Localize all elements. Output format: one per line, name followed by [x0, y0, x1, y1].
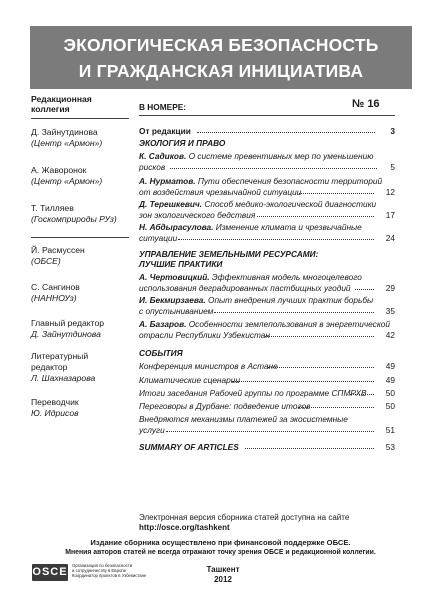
toc-article-title: Эффективная модель многоцелевого — [209, 272, 362, 282]
toc-author: А. Базаров. — [139, 319, 187, 329]
board-title: Редакционная — [31, 94, 92, 104]
toc-article-title: О системе превентивных мер по уменьшению — [186, 151, 374, 161]
toc-leader — [268, 366, 374, 368]
toc-article-title: Способ медико-экологической диагностики — [202, 199, 377, 209]
board-member-name: Д. Зайнутдинова — [31, 127, 98, 137]
osce-logo — [32, 564, 68, 581]
board-member-org: (ОБСЕ) — [31, 256, 61, 266]
osce-logo-text: OSCE — [32, 566, 68, 578]
board-member-org: (Центр «Армон») — [31, 176, 103, 186]
translator-name: Ю. Идрисов — [31, 408, 79, 418]
toc-section-title: СОБЫТИЯ — [139, 348, 183, 358]
toc-article-title: Опыт внедрения лучших практик борьбы — [205, 295, 374, 305]
toc-leader — [214, 311, 374, 313]
toc-event-title: услуги — [139, 425, 165, 435]
board-member-org: (НАННОУз) — [31, 293, 77, 303]
toc-page: 50 — [385, 388, 395, 398]
literary-editor-label: Литературный — [31, 351, 89, 361]
funding-note: Издание сборника осуществлено при финансовой поддержке ОБСЕ. — [90, 538, 351, 547]
chief-editor-name: Д. Зайнутдинова — [31, 329, 101, 339]
banner-title-line2: И ГРАЖДАНСКАЯ ИНИЦИАТИВА — [78, 61, 364, 81]
toc-page: 49 — [385, 375, 395, 385]
toc-article-title: рисков — [139, 162, 166, 172]
toc-author: А. Чертовицкий. — [139, 272, 210, 282]
issue-number: № 16 — [352, 98, 380, 110]
divider — [31, 237, 129, 238]
toc-article-title: ситуации — [139, 233, 178, 243]
osce-organization-name — [72, 563, 146, 579]
toc-page: 49 — [385, 361, 395, 371]
publication-city: Ташкент — [206, 565, 240, 574]
toc-page: 35 — [385, 306, 395, 316]
toc-page: 51 — [385, 425, 395, 435]
toc-article-title: отрасли Республики Узбекистан — [139, 330, 270, 340]
toc-event-title: Внедряются механизмы платежей за экосистемные — [139, 414, 348, 424]
toc-section-title: ЭКОЛОГИЯ И ПРАВО — [139, 138, 226, 148]
toc-leader — [350, 393, 374, 395]
toc-page: 5 — [390, 162, 395, 172]
title-banner — [30, 26, 412, 89]
toc-article-title: от воздействия чрезвычайной ситуации — [139, 187, 302, 197]
toc-page: 17 — [385, 210, 395, 220]
toc-article-title: зон экологического бедствия — [139, 210, 256, 220]
toc-page: 3 — [390, 126, 395, 136]
toc-leader — [265, 335, 374, 337]
toc-author: Д. Терешкевич. — [139, 199, 203, 209]
toc-page: 29 — [385, 283, 395, 293]
toc-leader — [299, 192, 374, 194]
toc-entry — [139, 319, 390, 330]
toc-article-title: Изменение климата и чрезвычайные — [213, 222, 362, 232]
toc-entry — [139, 295, 373, 306]
banner-title-line1: ЭКОЛОГИЧЕСКАЯ БЕЗОПАСНОСТЬ — [63, 35, 379, 55]
online-version-url[interactable]: http://osce.org/tashkent — [139, 523, 230, 532]
toc-event-title: Конференция министров в Астане — [139, 361, 278, 371]
board-member-name: Й. Расмуссен — [31, 245, 85, 255]
toc-leader — [197, 131, 375, 133]
toc-leader — [257, 215, 374, 217]
board-member-name: Т. Тилляев — [31, 203, 74, 213]
literary-editor-name: Л. Шахназарова — [31, 373, 96, 383]
translator-label: Переводчик — [31, 397, 79, 407]
toc-event-title: Итоги заседания Рабочей группы по программе СПМРХВ — [139, 388, 367, 398]
toc-editorial-title: От редакции — [139, 126, 191, 136]
toc-section-title: ЛУЧШИЕ ПРАКТИКИ — [139, 259, 223, 269]
toc-leader — [178, 238, 374, 240]
board-member-org: (Центр «Армон») — [31, 138, 103, 148]
org-line: и сотрудничеству в Европе — [72, 568, 127, 574]
toc-page: 12 — [385, 187, 395, 197]
org-line: Организация по безопасности — [72, 563, 133, 568]
toc-page: 53 — [385, 442, 395, 452]
toc-leader — [245, 447, 374, 449]
online-version-text: Электронная версия сборника статей доступна на сайте — [139, 513, 350, 522]
toc-entry — [139, 176, 382, 187]
toc-event-title: Климатические сценарии — [139, 375, 240, 385]
toc-leader — [298, 406, 374, 408]
toc-author: К. Садиков. — [139, 151, 187, 161]
toc-section-title: УПРАВЛЕНИЕ ЗЕМЕЛЬНЫМИ РЕСУРСАМИ: — [139, 249, 319, 259]
toc-article-title: Пути обеспечения безопасности территорий — [195, 176, 383, 186]
toc-leader — [170, 167, 377, 169]
divider — [139, 115, 395, 116]
toc-page: 42 — [385, 330, 395, 340]
board-member-name: С. Сангинов — [31, 282, 80, 292]
toc-summary-title: SUMMARY OF ARTICLES — [139, 442, 239, 452]
toc-page: 50 — [385, 401, 395, 411]
org-line: Координатор проектов в Узбекистане — [72, 573, 147, 579]
toc-leader — [355, 288, 374, 290]
toc-entry — [139, 222, 362, 233]
toc-article-title: Особенности землепользования в энергетической — [186, 319, 390, 329]
board-title: коллегия — [31, 104, 70, 114]
toc-author: Н. Абдырасулова. — [139, 222, 214, 232]
toc-author: А. Нурматов. — [139, 176, 196, 186]
toc-event-title: Переговоры в Дурбане: подведение итогов — [139, 401, 311, 411]
toc-page: 24 — [385, 233, 395, 243]
toc-entry — [139, 151, 373, 162]
toc-article-title: с опустыниванием — [139, 306, 214, 316]
divider — [31, 118, 129, 119]
publication-year: 2012 — [214, 575, 232, 584]
toc-leader — [232, 380, 374, 382]
toc-entry — [139, 199, 376, 210]
board-member-org: (Госкомприроды РУз) — [31, 214, 117, 224]
disclaimer-note: Мнения авторов статей не всегда отражают точку зрения ОБСЕ и редакционной коллегии. — [65, 549, 376, 556]
in-issue-label: В НОМЕРЕ: — [139, 102, 187, 112]
toc-author: И. Бекмирзаева. — [139, 295, 206, 305]
toc-leader — [166, 430, 374, 432]
chief-editor-label: Главный редактор — [31, 318, 105, 328]
literary-editor-label: редактор — [31, 362, 68, 372]
toc-article-title: использования деградированных пастбищных угодий — [139, 283, 351, 293]
toc-entry — [139, 272, 362, 283]
board-member-name: А. Жаворонок — [31, 165, 87, 175]
